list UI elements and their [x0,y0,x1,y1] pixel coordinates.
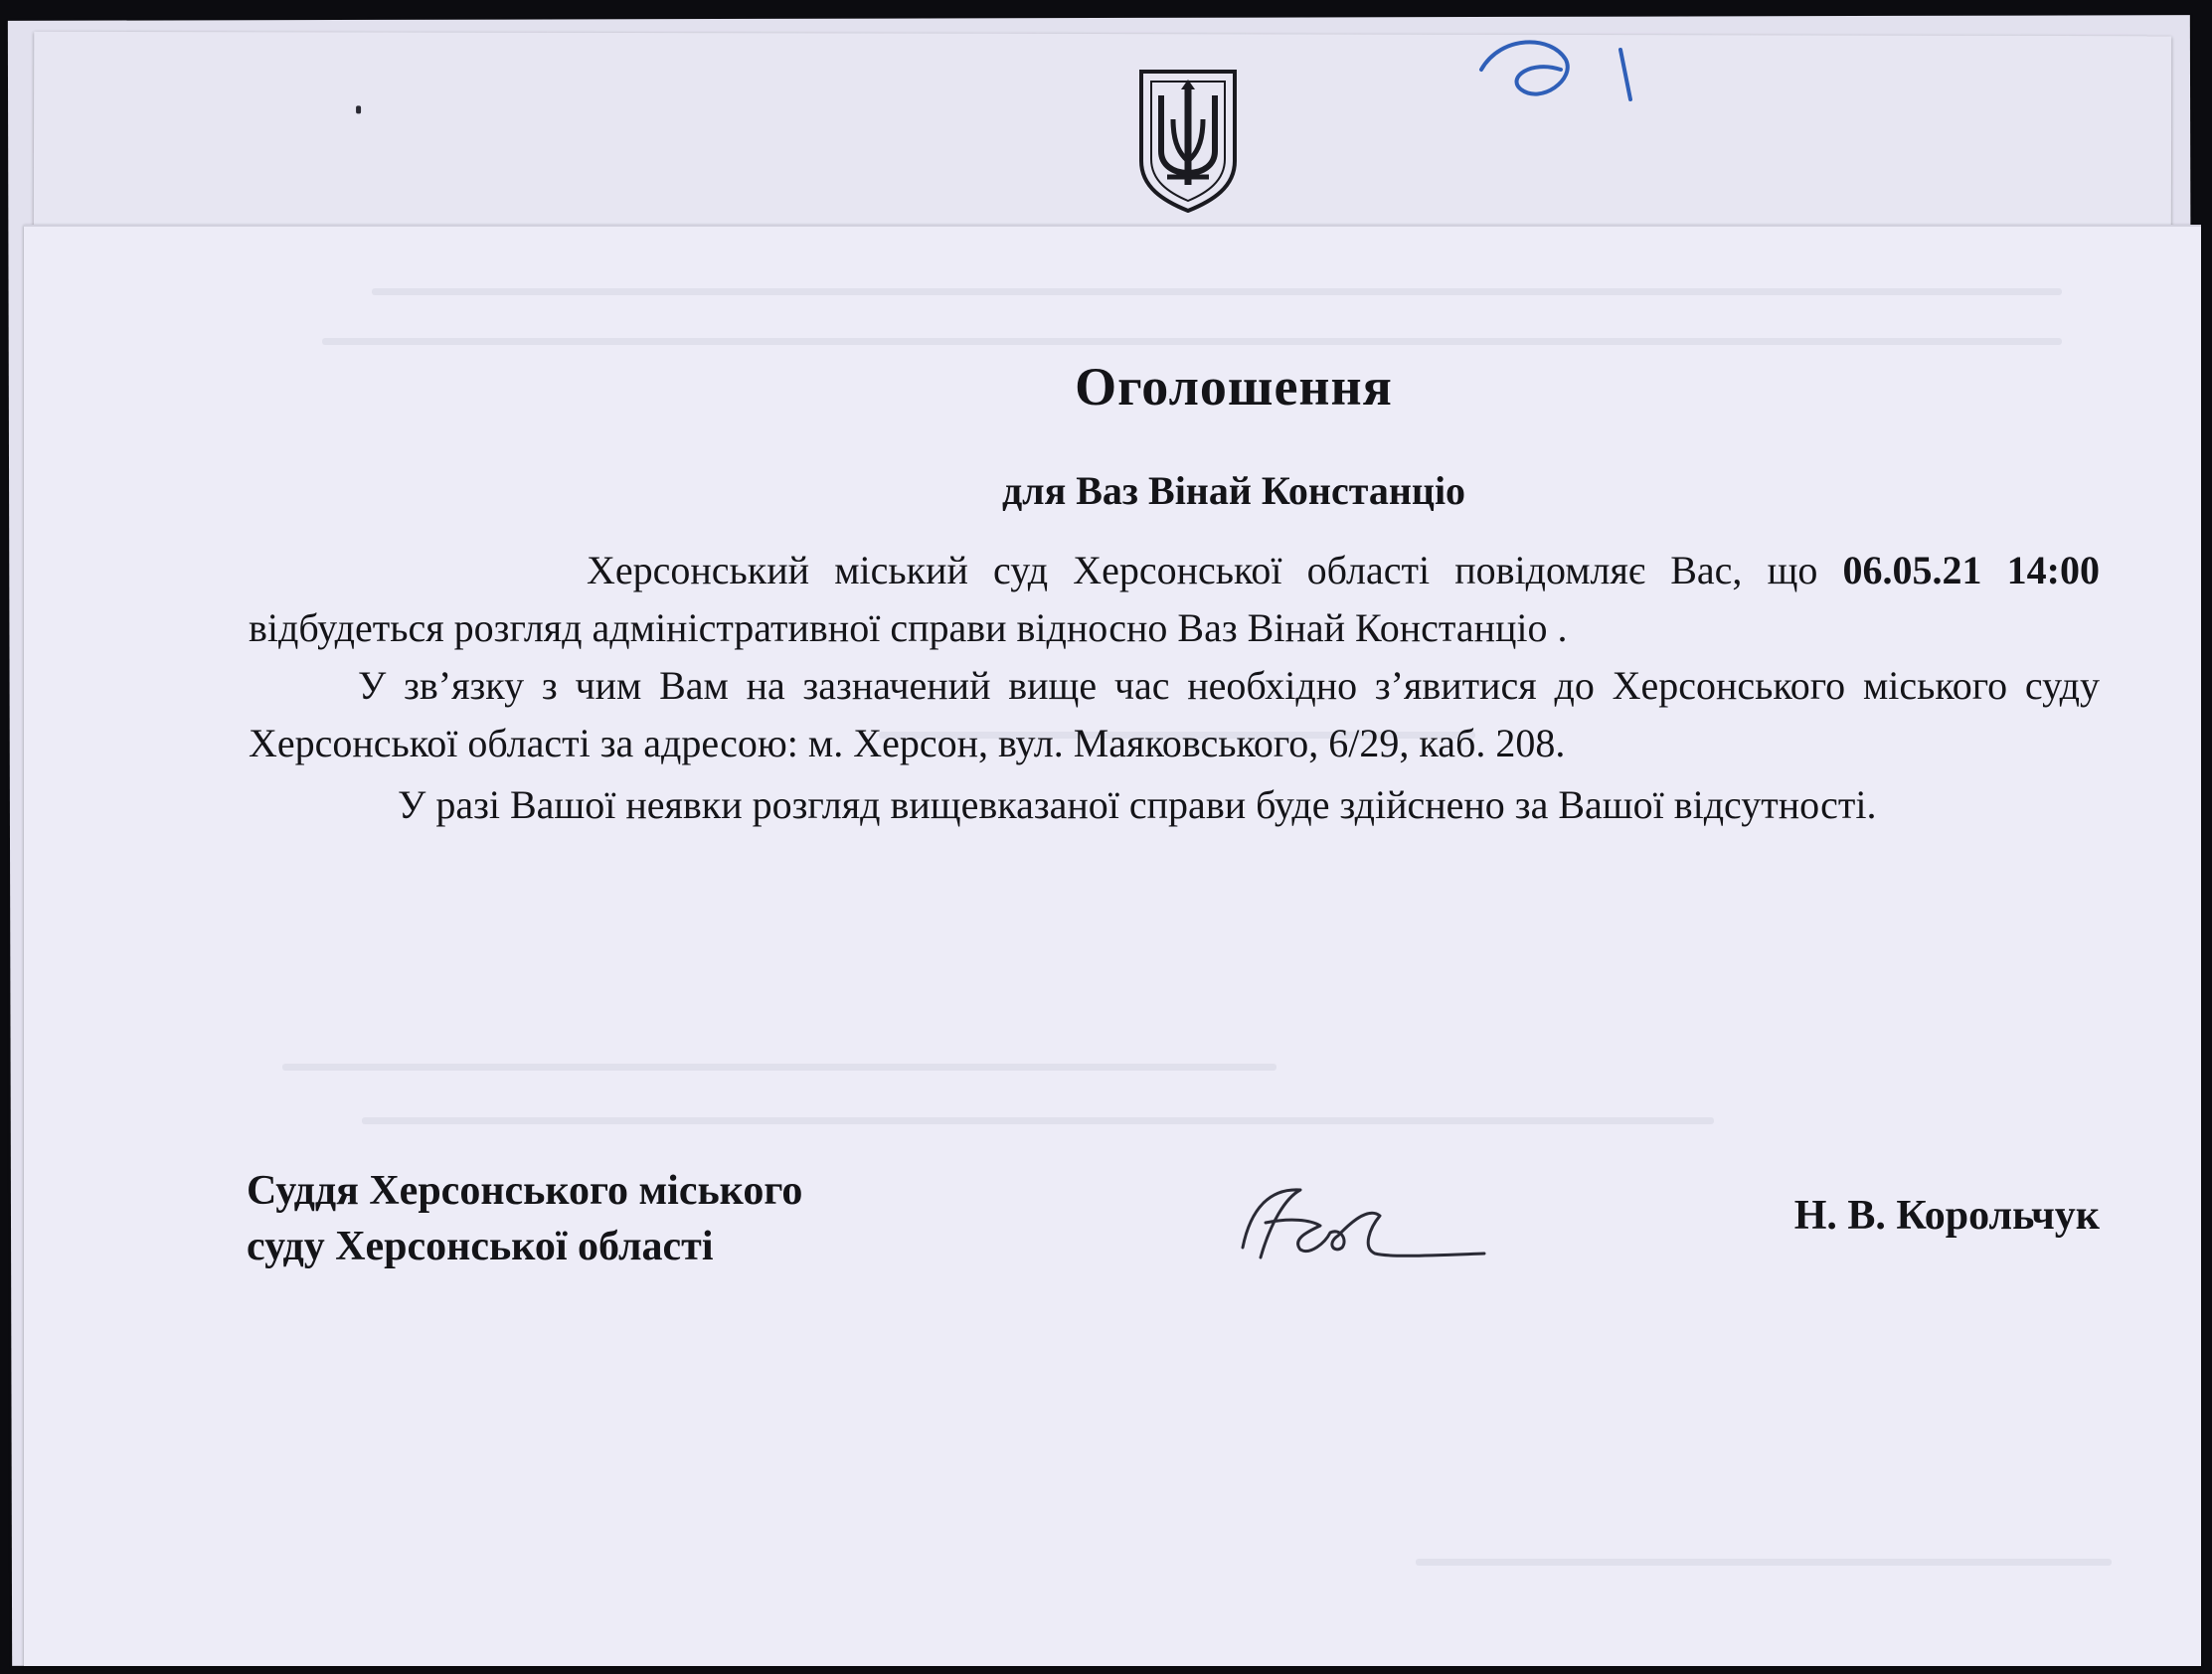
handwritten-signature-icon [1231,1178,1489,1267]
judge-position [247,1163,802,1274]
bleed-through-line [1416,1559,2112,1566]
bleed-through-line [282,1064,1276,1071]
hearing-datetime: 06.05.21 14:00 [1842,548,2101,592]
notice-recipient: для Ваз Вінай Констанціо [1001,468,1466,513]
paragraph-hearing-start: Херсонський міський суд Херсонської області повідомляє Вас, що [587,548,1843,592]
paragraph-address: У зв’язку з чим Вам на зазначений вище час необхідно з’явитися до Херсонського міського суду Херсонської області за адресою: м. Херсон, вул. Маяковського, 6/29, каб. 208. [249,663,2100,765]
paragraph-absence: У разі Вашої неявки розгляд вищевказаної справи буде здійснено за Вашої відсутності. [398,782,1877,827]
judge-name: Н. В. Корольчук [1793,1193,2100,1239]
bleed-through-line [322,338,2062,345]
tryzub-emblem-icon [1133,66,1243,213]
notice-title: Оголошення [1075,357,1393,417]
paragraph-hearing [249,542,2100,657]
bleed-through-line [362,1117,1714,1124]
paragraph-hearing-end: відбудеться розгляд адміністративної справи відносно Ваз Вінай Констанціо . [249,605,1568,650]
bleed-through-line [372,288,2062,295]
ink-dot [356,105,361,113]
notice-body [249,356,2100,834]
judge-position-line2: суду Херсонської області [247,1224,714,1269]
pen-scribble-icon [1471,30,1660,109]
judge-position-line1: Суддя Херсонського міського [247,1168,803,1214]
